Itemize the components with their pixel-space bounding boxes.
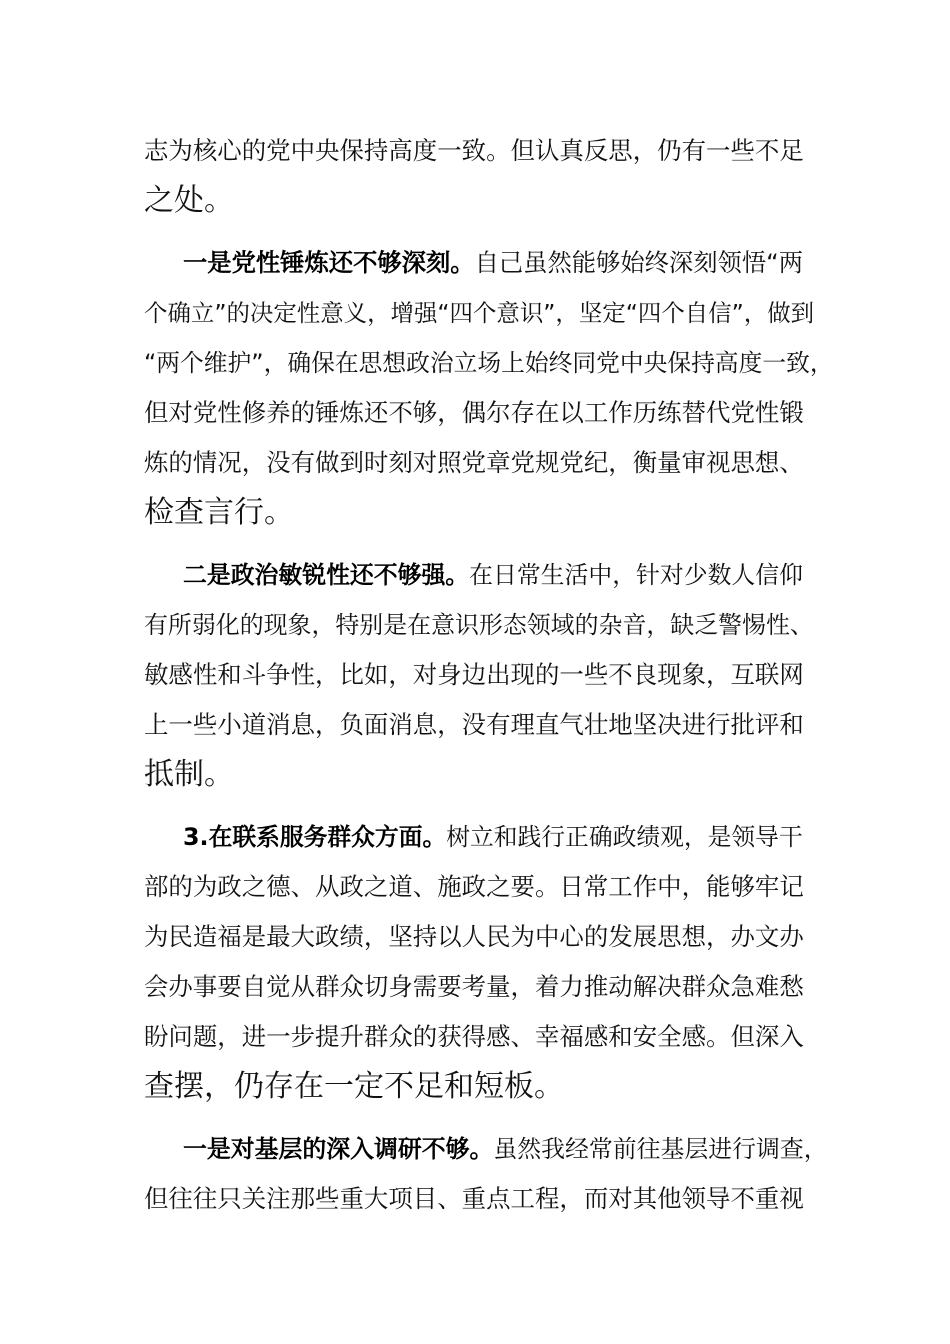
text-line xyxy=(144,1019,804,1055)
line-text: 敏感性和斗争性，比如，对身边出现的一些不良现象，互联网 xyxy=(144,660,804,689)
text-line xyxy=(144,657,804,693)
line-text: 虽然我经常前往基层进行调查， xyxy=(493,1135,828,1163)
line-text: 盼问题，进一步提升群众的获得感、幸福感和安全感。但深入 xyxy=(144,1022,804,1051)
line-text: 在日常生活中，针对少数人信仰 xyxy=(469,561,803,589)
text-line xyxy=(144,757,804,793)
text-line xyxy=(183,1131,828,1167)
text-line xyxy=(144,295,814,331)
text-line xyxy=(144,445,804,481)
section-heading: 一是党性锤炼还不够深刻。 xyxy=(183,248,475,277)
text-line xyxy=(183,557,803,593)
line-text: 有所弱化的现象，特别是在意识形态领域的杂音，缺乏警惕性、 xyxy=(144,611,814,639)
text-line xyxy=(144,495,804,531)
line-text: 之处。 xyxy=(144,183,234,218)
text-line xyxy=(144,133,804,169)
line-text: 为民造福是最大政绩，坚持以人民为中心的发展思想，办文办 xyxy=(144,922,804,951)
section-heading: 二是政治敏锐性还不够强。 xyxy=(183,561,470,589)
line-text: 但对党性修养的锤炼还不够，偶尔存在以工作历练替代党性锻 xyxy=(144,398,804,427)
line-text: 个确立”的决定性意义，增强“四个意识”，坚定“四个自信”，做到 xyxy=(144,299,815,327)
line-text: 部的为政之德、从政之道、施政之要。日常工作中，能够牢记 xyxy=(144,872,804,901)
line-text: 自己虽然能够始终深刻领悟“两 xyxy=(474,248,804,277)
line-text: 上一些小道消息，负面消息，没有理直气壮地坚决进行批评和 xyxy=(144,710,804,739)
section-heading: 3.在联系服务群众方面。 xyxy=(183,823,447,851)
text-line xyxy=(144,1069,804,1105)
text-line xyxy=(144,869,804,905)
line-text: 抵制。 xyxy=(144,757,234,792)
text-line xyxy=(183,819,803,855)
text-line xyxy=(144,1181,804,1217)
text-line xyxy=(183,245,803,281)
line-text: “两个维护”，确保在思想政治立场上始终同党中央保持高度一致， xyxy=(144,349,834,377)
line-text: 但往往只关注那些重大项目、重点工程，而对其他领导不重视 xyxy=(144,1184,804,1213)
text-line xyxy=(144,969,804,1005)
text-line xyxy=(144,183,804,219)
line-text: 树立和践行正确政绩观，是领导干 xyxy=(446,823,803,851)
text-line xyxy=(144,919,804,955)
section-heading: 一是对基层的深入调研不够。 xyxy=(183,1135,494,1163)
text-line xyxy=(144,345,834,381)
line-text: 炼的情况，没有做到时刻对照党章党规党纪，衡量审视思想、 xyxy=(144,448,804,477)
text-line xyxy=(144,395,804,431)
line-text: 检查言行。 xyxy=(144,495,294,530)
text-line xyxy=(144,707,804,743)
text-line xyxy=(144,607,814,643)
line-text: 会办事要自觉从群众切身需要考量，着力推动解决群众急难愁 xyxy=(144,972,804,1001)
line-text: 查摆，仍存在一定不足和短板。 xyxy=(144,1069,564,1104)
line-text: 志为核心的党中央保持高度一致。但认真反思，仍有一些不足 xyxy=(144,136,804,165)
